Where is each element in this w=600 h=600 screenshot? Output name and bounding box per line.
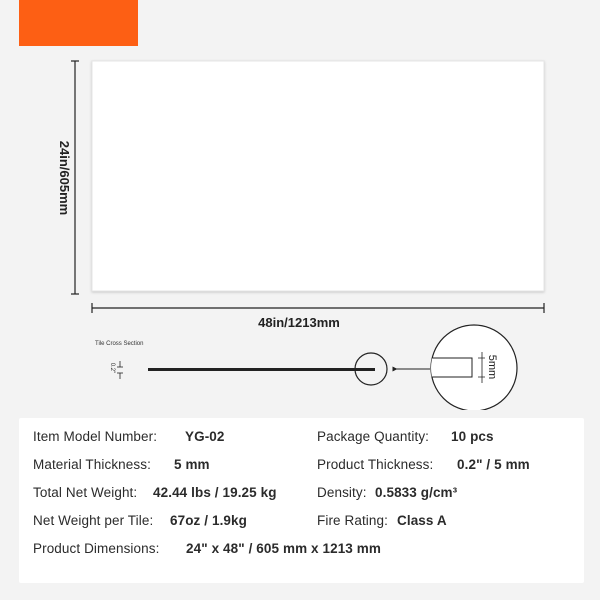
width-label: 48in/1213mm: [258, 315, 340, 330]
net-weight-value: 42.44 lbs / 19.25 kg: [153, 485, 277, 500]
package-value: 10 pcs: [451, 429, 494, 444]
package-label: Package Quantity:: [317, 429, 430, 444]
width-dimension-line: [92, 303, 544, 313]
tile-panel: [92, 61, 544, 291]
density-label: Density:: [317, 485, 367, 500]
small-thickness-marker: [117, 361, 123, 379]
cross-section-label: Tile Cross Section: [95, 341, 144, 347]
spec-card: [19, 418, 584, 583]
material-label: Material Thickness:: [33, 457, 151, 472]
detail-circle-zoom: [420, 325, 517, 410]
spec-row-dimensions: [19, 541, 584, 563]
material-value: 5 mm: [174, 457, 210, 472]
model-label: Item Model Number:: [33, 429, 158, 444]
spec-row-model: [19, 429, 584, 451]
weight-per-tile-label: Net Weight per Tile:: [33, 513, 154, 528]
height-label: 24in/605mm: [57, 140, 72, 216]
zoom-thickness-label: 5mm: [486, 354, 498, 380]
small-thickness-label: 0.2": [109, 362, 115, 374]
weight-per-tile-value: 67oz / 1.9kg: [170, 513, 247, 528]
product-thickness-value: 0.2" / 5 mm: [457, 457, 530, 472]
spec-row-thickness: [19, 457, 584, 479]
net-weight-label: Total Net Weight:: [33, 485, 138, 500]
spec-row-tile: [19, 513, 584, 535]
dimensions-value: 24" x 48" / 605 mm x 1213 mm: [186, 541, 381, 556]
density-value: 0.5833 g/cm³: [375, 485, 458, 500]
cross-section-bar: [148, 368, 375, 371]
model-value: YG-02: [185, 429, 225, 444]
dimensions-label: Product Dimensions:: [33, 541, 160, 556]
fire-rating-value: Class A: [397, 513, 447, 528]
fire-rating-label: Fire Rating:: [317, 513, 388, 528]
spec-row-weight: [19, 485, 584, 507]
product-thickness-label: Product Thickness:: [317, 457, 434, 472]
